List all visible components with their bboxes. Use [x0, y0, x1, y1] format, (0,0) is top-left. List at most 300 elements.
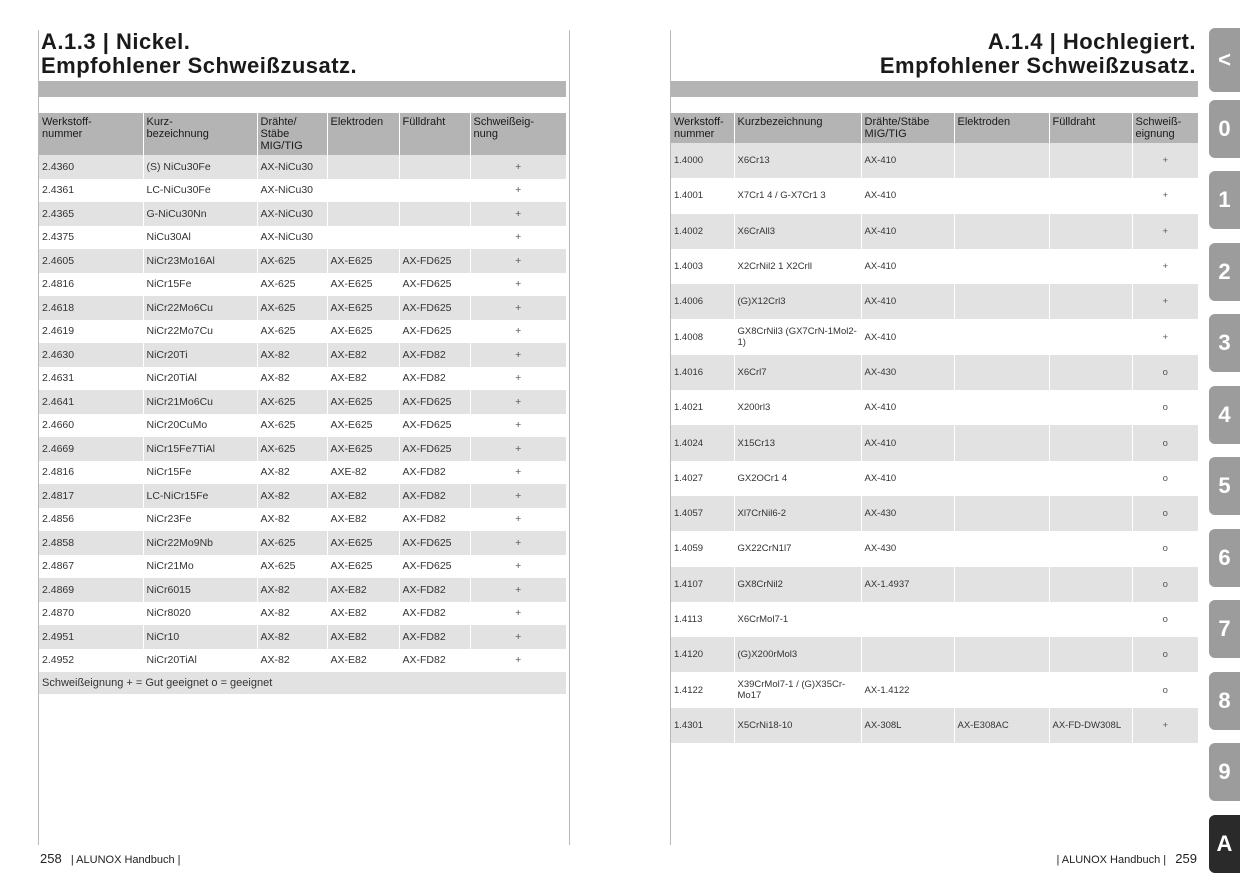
table-cell: +	[470, 555, 566, 579]
table-cell: AX-E82	[327, 625, 399, 649]
table-cell: 1.4024	[671, 425, 734, 460]
table-cell	[1049, 637, 1132, 672]
table-cell: NiCr22Mo6Cu	[143, 296, 257, 320]
table-cell: AX-430	[861, 496, 954, 531]
table-cell: (G)X200rMol3	[734, 637, 861, 672]
right-title-line2: Empfohlener Schweißzusatz.	[879, 53, 1196, 78]
table-cell: AX-FD625	[399, 273, 470, 297]
table-cell: o	[1132, 531, 1198, 566]
table-cell: AX-625	[257, 531, 327, 555]
table-cell: AX-82	[257, 508, 327, 532]
table-cell: NiCu30Al	[143, 226, 257, 250]
chapter-tab[interactable]: 7	[1209, 600, 1240, 658]
table-cell: +	[470, 625, 566, 649]
table-row	[671, 319, 1198, 354]
table-cell	[954, 319, 1049, 354]
table-cell: GX2OCr1 4	[734, 461, 861, 496]
table-row	[39, 320, 566, 344]
table-cell	[954, 355, 1049, 390]
table-cell: +	[470, 531, 566, 555]
table-row	[39, 602, 566, 626]
table-cell: NiCr15Fe7TiAl	[143, 437, 257, 461]
table-cell: 1.4122	[671, 672, 734, 707]
table-cell: AX-FD-DW308L	[1049, 708, 1132, 743]
table-cell: AX-FD625	[399, 390, 470, 414]
table-cell: +	[470, 296, 566, 320]
table-cell: AX-FD625	[399, 320, 470, 344]
table-cell: +	[470, 602, 566, 626]
table-header-row	[671, 113, 1198, 143]
table-cell: AX-E82	[327, 343, 399, 367]
table-cell: LC-NiCu30Fe	[143, 179, 257, 203]
table-row	[39, 484, 566, 508]
table-row	[671, 567, 1198, 602]
table-cell: 2.4952	[39, 649, 143, 673]
table-cell: (S) NiCu30Fe	[143, 155, 257, 179]
table-cell: X2CrNil2 1 X2Crll	[734, 249, 861, 284]
table-cell: AX-308L	[861, 708, 954, 743]
table-cell: AX-E625	[327, 437, 399, 461]
column-header: Kurz- bezeichnung	[143, 113, 257, 155]
table-cell: 2.4641	[39, 390, 143, 414]
table-cell: AX-FD625	[399, 414, 470, 438]
table-cell	[399, 155, 470, 179]
table-cell: X6Cr13	[734, 143, 861, 178]
left-title-line1: A.1.3 | Nickel.	[41, 29, 191, 54]
table-row	[39, 202, 566, 226]
table-cell: AX-1.4937	[861, 567, 954, 602]
chapter-tab[interactable]: A	[1209, 815, 1240, 873]
table-cell	[1049, 531, 1132, 566]
table-cell: NiCr22Mo9Nb	[143, 531, 257, 555]
table-cell: GX22CrN1l7	[734, 531, 861, 566]
table-cell: 1.4008	[671, 319, 734, 354]
table-cell: AX-E82	[327, 484, 399, 508]
table-cell: AX-E82	[327, 649, 399, 673]
table-row	[671, 390, 1198, 425]
table-cell: 2.4869	[39, 578, 143, 602]
table-cell: 1.4120	[671, 637, 734, 672]
table-cell	[327, 226, 399, 250]
table-cell: o	[1132, 355, 1198, 390]
table-cell	[954, 143, 1049, 178]
table-cell: AX-E82	[327, 602, 399, 626]
table-cell: o	[1132, 390, 1198, 425]
table-cell	[954, 602, 1049, 637]
table-cell: +	[1132, 143, 1198, 178]
table-cell: AX-NiCu30	[257, 155, 327, 179]
table-cell: GX8CrNil3 (GX7CrN-1Mol2-1)	[734, 319, 861, 354]
table-cell: AX-410	[861, 249, 954, 284]
table-cell: AX-625	[257, 273, 327, 297]
table-cell: +	[1132, 249, 1198, 284]
table-row	[39, 155, 566, 179]
table-row	[39, 414, 566, 438]
table-cell: AX-625	[257, 437, 327, 461]
table-cell: +	[1132, 214, 1198, 249]
chapter-tab[interactable]: <	[1209, 28, 1240, 92]
table-cell: NiCr23Fe	[143, 508, 257, 532]
table-cell: AX-FD82	[399, 367, 470, 391]
table-cell: 2.4605	[39, 249, 143, 273]
table-cell: AX-FD82	[399, 578, 470, 602]
table-cell: AX-NiCu30	[257, 179, 327, 203]
left-title-bar	[39, 81, 566, 97]
table-cell: +	[470, 390, 566, 414]
table-row	[671, 178, 1198, 213]
table-cell: NiCr15Fe	[143, 273, 257, 297]
column-header: Schweiß- eignung	[1132, 113, 1198, 143]
table-cell: 1.4301	[671, 708, 734, 743]
table-cell: AX-NiCu30	[257, 202, 327, 226]
chapter-tab[interactable]: 5	[1209, 457, 1240, 515]
column-header: Fülldraht	[1049, 113, 1132, 143]
table-cell	[1049, 390, 1132, 425]
table-row	[39, 508, 566, 532]
table-cell: X7Cr1 4 / G-X7Cr1 3	[734, 178, 861, 213]
table-cell	[954, 531, 1049, 566]
table-cell	[954, 178, 1049, 213]
table-cell: 2.4619	[39, 320, 143, 344]
table-cell: NiCr20TiAl	[143, 367, 257, 391]
table-cell	[954, 672, 1049, 707]
table-cell	[954, 637, 1049, 672]
table-cell: AX-430	[861, 531, 954, 566]
left-page-title	[41, 30, 357, 78]
table-cell: AX-82	[257, 602, 327, 626]
table-row	[671, 637, 1198, 672]
table-cell: AX-410	[861, 143, 954, 178]
table-row	[671, 355, 1198, 390]
table-cell: AX-FD82	[399, 508, 470, 532]
table-cell: AX-E625	[327, 390, 399, 414]
table-cell: AX-82	[257, 484, 327, 508]
chapter-tab[interactable]: 4	[1209, 386, 1240, 444]
chapter-tab[interactable]: 1	[1209, 171, 1240, 229]
table-cell: 1.4016	[671, 355, 734, 390]
table-cell: o	[1132, 496, 1198, 531]
table-cell: NiCr20CuMo	[143, 414, 257, 438]
table-cell: NiCr21Mo6Cu	[143, 390, 257, 414]
table-cell: AX-410	[861, 178, 954, 213]
table-cell: +	[470, 437, 566, 461]
table-cell: AX-410	[861, 390, 954, 425]
table-cell: +	[470, 179, 566, 203]
table-cell: 2.4360	[39, 155, 143, 179]
center-left-line	[569, 30, 570, 845]
table-cell: 2.4375	[39, 226, 143, 250]
table-cell: AX-625	[257, 249, 327, 273]
table-cell: o	[1132, 637, 1198, 672]
table-cell	[1049, 567, 1132, 602]
table-cell: AX-E82	[327, 508, 399, 532]
table-cell: +	[470, 273, 566, 297]
column-header: Kurzbezeichnung	[734, 113, 861, 143]
table-cell: AX-E82	[327, 578, 399, 602]
table-row	[671, 602, 1198, 637]
table-row	[39, 649, 566, 673]
table-cell	[327, 202, 399, 226]
table-cell	[954, 390, 1049, 425]
table-cell: NiCr8020	[143, 602, 257, 626]
table-cell: 2.4870	[39, 602, 143, 626]
table-cell: o	[1132, 602, 1198, 637]
table-cell: 1.4001	[671, 178, 734, 213]
table-cell: 1.4002	[671, 214, 734, 249]
table-cell: 2.4858	[39, 531, 143, 555]
table-cell: (G)X12Crl3	[734, 284, 861, 319]
table-cell	[327, 179, 399, 203]
table-row	[39, 296, 566, 320]
table-cell	[399, 179, 470, 203]
table-cell: AX-FD625	[399, 555, 470, 579]
table-cell: +	[470, 578, 566, 602]
table-cell	[1049, 496, 1132, 531]
table-cell: 2.4631	[39, 367, 143, 391]
right-footer	[1056, 851, 1197, 866]
table-cell: NiCr23Mo16Al	[143, 249, 257, 273]
table-cell	[327, 155, 399, 179]
table-cell	[954, 496, 1049, 531]
footer-brand-right: | ALUNOX Handbuch |	[1056, 854, 1167, 866]
table-cell: AX-NiCu30	[257, 226, 327, 250]
table-row	[671, 284, 1198, 319]
table-cell	[1049, 602, 1132, 637]
table-row	[39, 555, 566, 579]
table-row	[39, 226, 566, 250]
table-cell	[1049, 425, 1132, 460]
table-cell: X6CrMol7-1	[734, 602, 861, 637]
chapter-tab[interactable]: 6	[1209, 529, 1240, 587]
table-cell: +	[1132, 284, 1198, 319]
chapter-tab[interactable]: 8	[1209, 672, 1240, 730]
table-cell: AX-410	[861, 461, 954, 496]
table-cell: 2.4817	[39, 484, 143, 508]
table-cell: 2.4816	[39, 273, 143, 297]
table-cell: 2.4365	[39, 202, 143, 226]
table-cell: +	[470, 508, 566, 532]
table-cell: G-NiCu30Nn	[143, 202, 257, 226]
table-cell	[1049, 461, 1132, 496]
table-cell: X5CrNi18-10	[734, 708, 861, 743]
table-cell: AX-E625	[327, 320, 399, 344]
table-cell: AX-625	[257, 414, 327, 438]
column-header: Schweißeig- nung	[470, 113, 566, 155]
table-cell: +	[470, 649, 566, 673]
table-cell: 2.4867	[39, 555, 143, 579]
table-cell: AX-410	[861, 319, 954, 354]
table-row	[39, 179, 566, 203]
chapter-tab[interactable]: 0	[1209, 100, 1240, 158]
table-cell: NiCr21Mo	[143, 555, 257, 579]
table-cell: 2.4816	[39, 461, 143, 485]
page-number-left: 258	[40, 851, 62, 866]
table-cell: o	[1132, 567, 1198, 602]
table-cell: +	[1132, 319, 1198, 354]
table-cell: 2.4856	[39, 508, 143, 532]
table-row	[671, 143, 1198, 178]
table-cell	[1049, 672, 1132, 707]
table-cell	[1049, 284, 1132, 319]
table-row	[39, 625, 566, 649]
table-cell: AX-E625	[327, 249, 399, 273]
table-row	[39, 437, 566, 461]
table-cell	[1049, 143, 1132, 178]
table-cell: AX-E625	[327, 531, 399, 555]
table-cell: NiCr22Mo7Cu	[143, 320, 257, 344]
table-row	[671, 425, 1198, 460]
left-footer	[40, 851, 181, 866]
table-cell	[399, 202, 470, 226]
table-cell: 1.4027	[671, 461, 734, 496]
table-cell	[954, 567, 1049, 602]
table-cell: AX-82	[257, 578, 327, 602]
page-number-right: 259	[1175, 851, 1197, 866]
table-cell: +	[470, 343, 566, 367]
table-row	[39, 249, 566, 273]
right-title-bar	[671, 81, 1198, 97]
chapter-tab[interactable]: 3	[1209, 314, 1240, 372]
table-cell: +	[470, 155, 566, 179]
table-cell: AX-82	[257, 461, 327, 485]
table-cell: AX-82	[257, 649, 327, 673]
table-cell: X6CrAll3	[734, 214, 861, 249]
table-row	[671, 708, 1198, 743]
right-page-title	[880, 30, 1196, 78]
table-cell: 1.4059	[671, 531, 734, 566]
table-cell: AX-E82	[327, 367, 399, 391]
table-cell	[1049, 214, 1132, 249]
table-cell: 1.4006	[671, 284, 734, 319]
table-cell: AX-FD82	[399, 484, 470, 508]
table-cell: AX-430	[861, 355, 954, 390]
table-cell: 2.4951	[39, 625, 143, 649]
table-cell: AX-625	[257, 390, 327, 414]
table-cell: AX-FD82	[399, 602, 470, 626]
table-cell	[954, 214, 1049, 249]
table-cell: AX-E625	[327, 414, 399, 438]
table-row	[39, 390, 566, 414]
table-cell: +	[470, 367, 566, 391]
column-header: Werkstoff- nummer	[39, 113, 143, 155]
table-cell: AX-82	[257, 625, 327, 649]
table-cell: NiCr6015	[143, 578, 257, 602]
table-cell: +	[470, 249, 566, 273]
table-cell: +	[470, 461, 566, 485]
table-cell: 1.4003	[671, 249, 734, 284]
table-cell: 1.4107	[671, 567, 734, 602]
table-cell: 1.4057	[671, 496, 734, 531]
column-header: Elektroden	[327, 113, 399, 155]
table-cell	[954, 249, 1049, 284]
table-cell: +	[1132, 178, 1198, 213]
suitability-legend: Schweißeignung + = Gut geeignet o = geeignet	[39, 672, 566, 694]
table-cell: X15Cr13	[734, 425, 861, 460]
table-row	[671, 496, 1198, 531]
table-cell: NiCr20TiAl	[143, 649, 257, 673]
table-cell: +	[470, 226, 566, 250]
table-cell: AX-82	[257, 343, 327, 367]
table-row	[671, 531, 1198, 566]
table-cell: Xl7CrNil6-2	[734, 496, 861, 531]
table-cell: 1.4113	[671, 602, 734, 637]
table-cell	[1049, 178, 1132, 213]
table-cell: AX-410	[861, 284, 954, 319]
high-alloy-table	[671, 113, 1198, 743]
table-cell	[1049, 319, 1132, 354]
table-cell: +	[470, 484, 566, 508]
table-cell: AX-FD625	[399, 437, 470, 461]
table-cell: +	[470, 320, 566, 344]
table-cell: X200rl3	[734, 390, 861, 425]
table-cell: 2.4660	[39, 414, 143, 438]
table-cell: NiCr10	[143, 625, 257, 649]
table-row	[39, 367, 566, 391]
table-cell: AX-FD625	[399, 296, 470, 320]
table-cell: AX-FD625	[399, 249, 470, 273]
table-row	[39, 531, 566, 555]
table-cell: 2.4630	[39, 343, 143, 367]
table-cell: AX-E625	[327, 555, 399, 579]
nickel-table	[39, 113, 566, 694]
table-cell: +	[1132, 708, 1198, 743]
table-cell: 1.4021	[671, 390, 734, 425]
chapter-tab[interactable]: 9	[1209, 743, 1240, 801]
table-cell: GX8CrNil2	[734, 567, 861, 602]
left-title-line2: Empfohlener Schweißzusatz.	[41, 53, 358, 78]
table-cell: o	[1132, 672, 1198, 707]
table-cell	[861, 637, 954, 672]
column-header: Elektroden	[954, 113, 1049, 143]
table-cell: AX-625	[257, 296, 327, 320]
table-cell: 1.4000	[671, 143, 734, 178]
table-cell: NiCr15Fe	[143, 461, 257, 485]
chapter-tab[interactable]: 2	[1209, 243, 1240, 301]
table-cell: X39CrMol7-1 / (G)X35Cr-Mo17	[734, 672, 861, 707]
footer-brand-left: | ALUNOX Handbuch |	[70, 854, 181, 866]
right-title-line1: A.1.4 | Hochlegiert.	[987, 29, 1196, 54]
table-cell: AX-625	[257, 320, 327, 344]
table-cell	[954, 425, 1049, 460]
table-cell: AX-410	[861, 214, 954, 249]
column-header: Drähte/ Stäbe MIG/TIG	[257, 113, 327, 155]
table-cell: NiCr20Ti	[143, 343, 257, 367]
table-cell: AX-FD82	[399, 649, 470, 673]
table-cell: X6Crl7	[734, 355, 861, 390]
table-cell	[861, 602, 954, 637]
column-header: Fülldraht	[399, 113, 470, 155]
table-row	[671, 249, 1198, 284]
column-header: Drähte/Stäbe MIG/TIG	[861, 113, 954, 143]
table-cell	[954, 284, 1049, 319]
table-row	[671, 672, 1198, 707]
table-cell: AX-FD82	[399, 461, 470, 485]
table-cell	[399, 226, 470, 250]
table-cell	[954, 461, 1049, 496]
table-cell: o	[1132, 425, 1198, 460]
table-cell: +	[470, 414, 566, 438]
table-row	[39, 273, 566, 297]
table-header-row	[39, 113, 566, 155]
table-cell: 2.4618	[39, 296, 143, 320]
table-cell: AX-82	[257, 367, 327, 391]
table-cell	[1049, 249, 1132, 284]
table-row	[39, 343, 566, 367]
table-cell: AX-625	[257, 555, 327, 579]
table-cell: AX-1.4122	[861, 672, 954, 707]
table-cell: AX-FD82	[399, 625, 470, 649]
table-cell: AX-410	[861, 425, 954, 460]
